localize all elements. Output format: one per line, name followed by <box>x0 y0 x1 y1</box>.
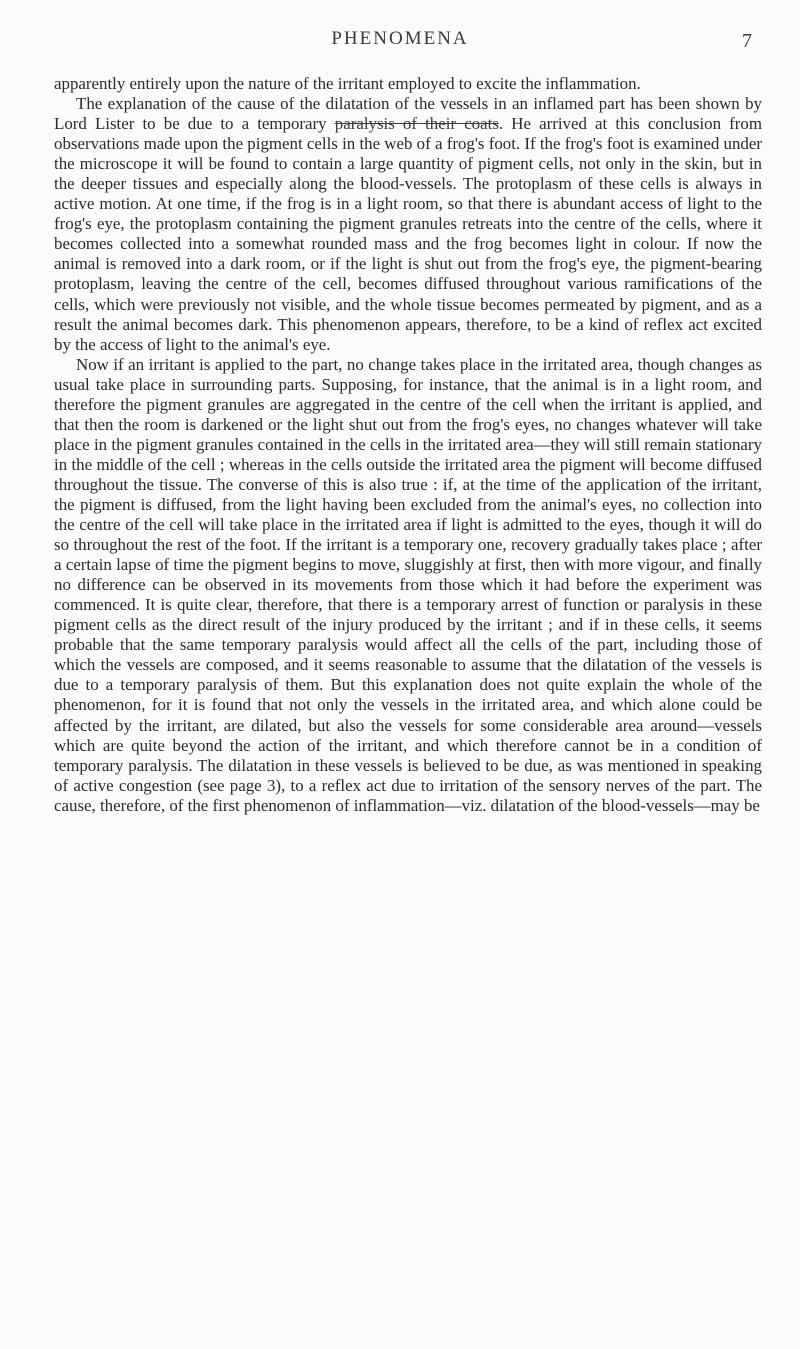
body-text <box>54 74 762 816</box>
page-number: 7 <box>742 30 752 52</box>
paragraph-lister-explanation <box>54 94 762 355</box>
paragraph-text-after: . He arrived at this conclusion from observations made upon the pigment cells in the web of a frog's foot. If the frog's foot is examined under the microscope it will be found to contain a large quantity of pigment cells, not only in the skin, but in the deeper tissues and especially along the blood-vessels. The protoplasm of these cells is always in active motion. At one time, if the frog is in a light room, so that there is abundant access of light to the frog's eye, the protoplasm containing the pigment granules retreats into the centre of the cells, where it becomes collected into a somewhat rounded mass and the frog becomes light in colour. If now the animal is removed into a dark room, or if the light is shut out from the frog's eye, the pigment-bearing protoplasm, leaving the centre of the cell, becomes diffused throughout various ramifications of the cells, which were previously not visible, and the whole tissue becomes permeated by pigment, and as a result the animal becomes dark. This phenomenon appears, therefore, to be a kind of reflex act excited by the access of light to the animal's eye. <box>54 114 763 354</box>
paragraph-continuation: apparently entirely upon the nature of the irritant employed to excite the inflammation. <box>54 74 641 93</box>
struck-through-phrase: paralysis of their coats <box>334 114 499 134</box>
paragraph-irritant-experiment: Now if an irritant is applied to the part, no change takes place in the irritated area, though changes as usual take place in surrounding parts. Supposing, for instance, that the animal is in a light room, and therefore the pigment granules are aggregated in the centre of the cell when the irritant is applied, and that then the room is darkened or the light shut out from the frog's eyes, no changes whatever will take place in the pigment granules contained in the cells in the irritated area—they will still remain stationary in the middle of the cell ; whereas in the cells outside the irritated area the pigment will become diffused throughout the tissue. The converse of this is also true : if, at the time of the application of the irritant, the pigment is diffused, from the light having been excluded from the animal's eyes, no collection into the centre of the cell will take place in the irritated area if light is admitted to the eyes, though it will do so throughout the rest of the foot. If the irritant is a temporary one, recovery gradually takes place ; after a certain lapse of time the pigment begins to move, sluggishly at first, then with more vigour, and finally no difference can be observed in its movements from those which it had before the experiment was commenced. It is quite clear, therefore, that there is a temporary arrest of function or paralysis in these pigment cells as the direct result of the injury produced by the irritant ; and if in these cells, it seems probable that the same temporary paralysis would affect all the cells of the part, including those of which the vessels are composed, and it seems reasonable to assume that the dilatation of the vessels is due to a temporary paralysis of them. But this explanation does not quite explain the whole of the phenomenon, for it is found that not only the vessels in the irritated area, and which alone could be affected by the irritant, are dilated, but also the vessels for some considerable area around—vessels which are quite beyond the action of the irritant, and which therefore cannot be in a condition of temporary paralysis. The dilatation in these vessels is believed to be due, as was mentioned in speaking of active congestion (see page 3), to a reflex act due to irritation of the sensory nerves of the part. The cause, therefore, of the first phenomenon of inflammation—viz. dilatation of the blood-vessels—may be <box>54 354 762 815</box>
running-title: PHENOMENA <box>331 28 469 49</box>
paragraph-text-before: The explanation of the cause of the dilatation of the vessels in an inflamed part has been shown by Lord Lister to be due to a temporary <box>54 94 762 134</box>
